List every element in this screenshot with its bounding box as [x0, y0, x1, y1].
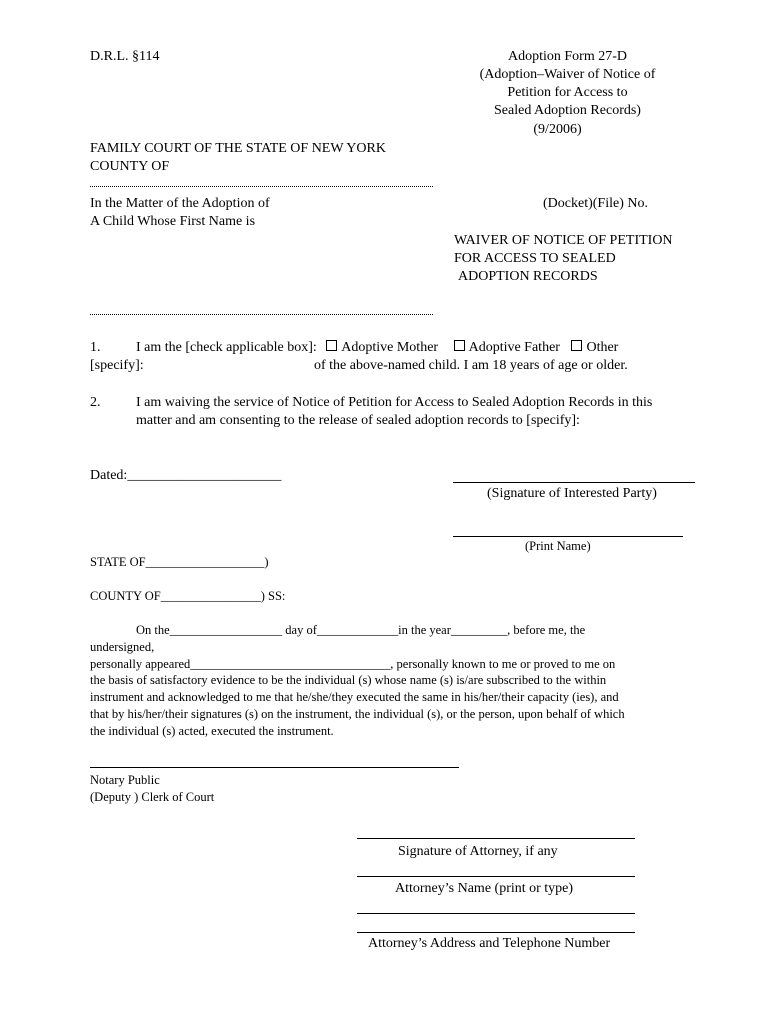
notary-text-line-7: the individual (s) acted, executed the instrument.: [90, 724, 334, 738]
notary-text-line-4: the basis of satisfactory evidence to be the individual (s) whose name (s) is/are subscribed to the within: [90, 673, 607, 687]
attorney-address-label: Attorney’s Address and Telephone Number: [368, 936, 611, 951]
notary-signature-line[interactable]: [90, 767, 459, 768]
adoptive-mother-checkbox[interactable]: [326, 340, 337, 351]
notary-public-label: Notary Public: [90, 773, 160, 787]
specify-label: [specify]:: [90, 358, 144, 373]
interested-party-signature-line[interactable]: [453, 482, 695, 483]
attorney-address-line-1[interactable]: [357, 913, 635, 914]
item-1-lead: I am the [check applicable box]:: [136, 340, 317, 355]
attorney-address-line-2[interactable]: [357, 932, 635, 933]
item-1-number: 1.: [90, 340, 101, 355]
interested-party-signature-label: (Signature of Interested Party): [487, 486, 657, 501]
notary-text-line-1: On the__________________ day of_____________in the year_________, before me, the: [136, 623, 586, 637]
item-1-text: [136, 339, 618, 357]
attorney-name-line[interactable]: [357, 876, 635, 877]
matter-line-1: In the Matter of the Adoption of: [90, 196, 270, 211]
attorney-signature-label: Signature of Attorney, if any: [398, 844, 558, 859]
item-2-line-1: I am waiving the service of Notice of Petition for Access to Sealed Adoption Records in this: [136, 395, 653, 410]
document-title-line-2: FOR ACCESS TO SEALED: [454, 251, 616, 266]
attorney-name-label: Attorney’s Name (print or type): [395, 881, 574, 896]
form-subtitle-line-3: Sealed Adoption Records): [494, 103, 641, 118]
form-revision-date: (9/2006): [533, 122, 582, 137]
document-title-line-3: ADOPTION RECORDS: [458, 269, 598, 284]
notary-county-field[interactable]: COUNTY OF________________) SS:: [90, 589, 286, 603]
other-label: Other: [586, 340, 619, 355]
matter-line-2: A Child Whose First Name is: [90, 214, 256, 229]
notary-text-line-5: instrument and acknowledged to me that he/she/they executed the same in his/her/their capacity (ies), and: [90, 690, 619, 704]
other-checkbox[interactable]: [571, 340, 582, 351]
notary-text-line-2: undersigned,: [90, 640, 155, 654]
caption-bottom-divider: [90, 314, 433, 315]
notary-text-line-3: personally appeared________________________________, personally known to me or proved to me on: [90, 657, 616, 671]
item-2-line-2: matter and am consenting to the release of sealed adoption records to [specify]:: [136, 413, 580, 428]
form-number: Adoption Form 27-D: [508, 49, 627, 64]
docket-label: (Docket)(File) No.: [543, 196, 648, 211]
item-2-number: 2.: [90, 395, 101, 410]
clerk-of-court-label: (Deputy ) Clerk of Court: [90, 790, 215, 804]
adoptive-mother-label: Adoptive Mother: [341, 340, 439, 355]
caption-top-divider: [90, 186, 433, 187]
county-label: COUNTY OF: [90, 159, 170, 174]
item-1-text-end: of the above-named child. I am 18 years of age or older.: [314, 358, 628, 373]
form-subtitle-line-1: (Adoption–Waiver of Notice of: [479, 67, 656, 82]
document-title-line-1: WAIVER OF NOTICE OF PETITION: [454, 233, 673, 248]
form-subtitle-line-2: Petition for Access to: [507, 85, 628, 100]
adoptive-father-checkbox[interactable]: [454, 340, 465, 351]
notary-state-field[interactable]: STATE OF___________________): [90, 555, 269, 569]
dated-field[interactable]: Dated:______________________: [90, 468, 282, 483]
court-name: FAMILY COURT OF THE STATE OF NEW YORK: [90, 141, 386, 156]
adoptive-father-label: Adoptive Father: [468, 340, 560, 355]
print-name-label: (Print Name): [525, 539, 591, 553]
attorney-signature-line[interactable]: [357, 838, 635, 839]
statute-reference: D.R.L. §114: [90, 49, 160, 64]
notary-text-line-6: that by his/her/their signatures (s) on the instrument, the individual (s), or the person, upon behalf of which: [90, 707, 625, 721]
print-name-line[interactable]: [453, 536, 683, 537]
